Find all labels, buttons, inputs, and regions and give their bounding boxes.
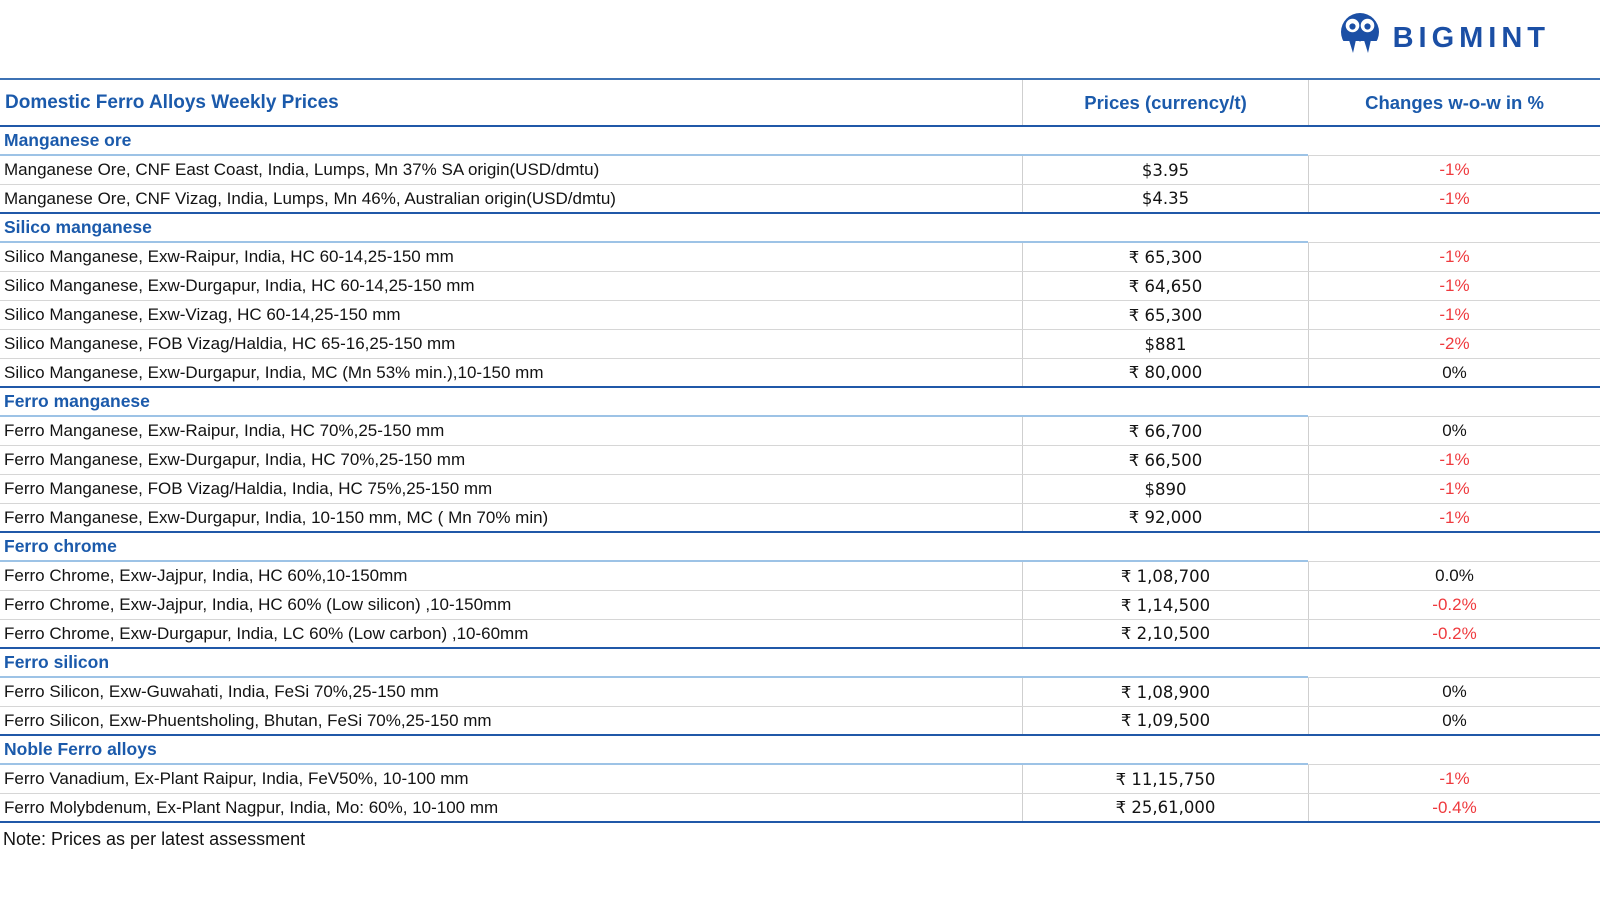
price-cell: ₹ 1,14,500 [1022, 591, 1308, 619]
price-cell: ₹ 1,08,900 [1022, 678, 1308, 706]
product-cell: Silico Manganese, Exw-Durgapur, India, MC (Mn 53% min.),10-150 mm [4, 362, 544, 382]
product-cell: Ferro Manganese, Exw-Durgapur, India, 10-150 mm, MC ( Mn 70% min) [4, 507, 549, 527]
section-header-cell [0, 533, 1308, 562]
section-row [0, 736, 1600, 765]
change-cell: -0.2% [1308, 591, 1600, 619]
table-row [0, 765, 1600, 794]
product-cell: Ferro Manganese, Exw-Durgapur, India, HC 70%,25-150 mm [4, 450, 466, 469]
price-cell: ₹ 11,15,750 [1022, 765, 1308, 793]
section-header-spacer [1308, 388, 1600, 417]
price-cell: ₹ 66,500 [1022, 446, 1308, 474]
price-cell: ₹ 1,08,700 [1022, 562, 1308, 590]
product-cell: Ferro Manganese, FOB Vizag/Haldia, India, HC 75%,25-150 mm [4, 479, 493, 498]
prices-column-header: Prices (currency/t) [1022, 80, 1308, 125]
logo-bar [0, 0, 1600, 70]
change-cell: -0.4% [1308, 794, 1600, 821]
product-cell: Manganese Ore, CNF East Coast, India, Lumps, Mn 37% SA origin(USD/dmtu) [4, 160, 600, 179]
table-title: Domestic Ferro Alloys Weekly Prices [5, 91, 339, 113]
section-header-cell [0, 127, 1308, 156]
product-cell: Ferro Chrome, Exw-Durgapur, India, LC 60% (Low carbon) ,10-60mm [4, 623, 529, 643]
section-row [0, 214, 1600, 243]
price-cell: $881 [1022, 330, 1308, 358]
change-cell: -1% [1308, 243, 1600, 271]
product-cell: Silico Manganese, FOB Vizag/Haldia, HC 65-16,25-150 mm [4, 334, 456, 353]
change-cell: 0% [1308, 417, 1600, 445]
bigmint-logo-icon [1337, 11, 1383, 66]
change-cell: 0% [1308, 359, 1600, 386]
price-cell: ₹ 1,09,500 [1022, 707, 1308, 734]
footnote: Note: Prices as per latest assessment [3, 829, 306, 849]
section-header-cell [0, 649, 1308, 678]
section-row [0, 533, 1600, 562]
product-cell: Ferro Chrome, Exw-Jajpur, India, HC 60%,10-150mm [4, 566, 408, 585]
change-cell: -1% [1308, 185, 1600, 212]
product-cell: Ferro Silicon, Exw-Guwahati, India, FeSi 70%,25-150 mm [4, 682, 439, 701]
table-row [0, 330, 1600, 359]
table-row [0, 417, 1600, 446]
table-header-row [0, 80, 1600, 127]
section-row [0, 649, 1600, 678]
section-header-spacer [1308, 533, 1600, 562]
table-row [0, 301, 1600, 330]
section-header-spacer [1308, 214, 1600, 243]
section-title: Silico manganese [4, 217, 152, 237]
section-title: Ferro manganese [4, 391, 150, 411]
price-cell: $3.95 [1022, 156, 1308, 184]
price-cell: $890 [1022, 475, 1308, 503]
table-row [0, 504, 1600, 533]
table-row [0, 359, 1600, 388]
price-cell: $4.35 [1022, 185, 1308, 212]
section-title: Ferro silicon [4, 652, 110, 672]
section-header-cell [0, 214, 1308, 243]
price-cell: ₹ 66,700 [1022, 417, 1308, 445]
change-cell: -1% [1308, 504, 1600, 531]
section-row [0, 388, 1600, 417]
product-cell: Silico Manganese, Exw-Vizag, HC 60-14,25-150 mm [4, 305, 401, 324]
price-cell: ₹ 25,61,000 [1022, 794, 1308, 821]
bigmint-logo [1337, 11, 1550, 66]
section-header-spacer [1308, 736, 1600, 765]
product-cell: Ferro Manganese, Exw-Raipur, India, HC 70%,25-150 mm [4, 421, 445, 440]
change-cell: -1% [1308, 765, 1600, 793]
table-row [0, 678, 1600, 707]
product-cell: Manganese Ore, CNF Vizag, India, Lumps, Mn 46%, Australian origin(USD/dmtu) [4, 188, 616, 208]
product-cell: Ferro Silicon, Exw-Phuentsholing, Bhutan, FeSi 70%,25-150 mm [4, 710, 492, 730]
price-cell: ₹ 65,300 [1022, 243, 1308, 271]
prices-table [0, 78, 1600, 823]
change-cell: -1% [1308, 446, 1600, 474]
table-row [0, 185, 1600, 214]
section-header-spacer [1308, 649, 1600, 678]
table-row [0, 591, 1600, 620]
table-row [0, 156, 1600, 185]
product-cell: Ferro Molybdenum, Ex-Plant Nagpur, India, Mo: 60%, 10-100 mm [4, 797, 499, 817]
table-row [0, 707, 1600, 736]
table-row [0, 475, 1600, 504]
price-cell: ₹ 80,000 [1022, 359, 1308, 386]
price-cell: ₹ 92,000 [1022, 504, 1308, 531]
change-cell: -2% [1308, 330, 1600, 358]
price-cell: ₹ 65,300 [1022, 301, 1308, 329]
table-row [0, 794, 1600, 823]
price-cell: ₹ 64,650 [1022, 272, 1308, 300]
product-cell: Ferro Vanadium, Ex-Plant Raipur, India, FeV50%, 10-100 mm [4, 769, 469, 788]
table-row [0, 243, 1600, 272]
product-cell: Silico Manganese, Exw-Durgapur, India, HC 60-14,25-150 mm [4, 276, 475, 295]
section-header-spacer [1308, 127, 1600, 156]
product-cell: Ferro Chrome, Exw-Jajpur, India, HC 60% (Low silicon) ,10-150mm [4, 595, 512, 614]
changes-column-header: Changes w-o-w in % [1308, 80, 1600, 125]
change-cell: -1% [1308, 156, 1600, 184]
table-row [0, 620, 1600, 649]
change-cell: 0% [1308, 707, 1600, 734]
change-cell: 0.0% [1308, 562, 1600, 590]
section-header-cell [0, 736, 1308, 765]
section-row [0, 127, 1600, 156]
table-body [0, 127, 1600, 823]
section-title: Ferro chrome [4, 536, 117, 556]
change-cell: -1% [1308, 272, 1600, 300]
change-cell: -0.2% [1308, 620, 1600, 647]
change-cell: -1% [1308, 301, 1600, 329]
section-header-cell [0, 388, 1308, 417]
product-cell: Silico Manganese, Exw-Raipur, India, HC 60-14,25-150 mm [4, 247, 454, 266]
price-cell: ₹ 2,10,500 [1022, 620, 1308, 647]
table-row [0, 562, 1600, 591]
table-row [0, 446, 1600, 475]
bigmint-logo-text: BIGMINT [1392, 21, 1550, 54]
table-row [0, 272, 1600, 301]
change-cell: 0% [1308, 678, 1600, 706]
change-cell: -1% [1308, 475, 1600, 503]
section-title: Noble Ferro alloys [4, 739, 157, 759]
section-title: Manganese ore [4, 130, 132, 150]
